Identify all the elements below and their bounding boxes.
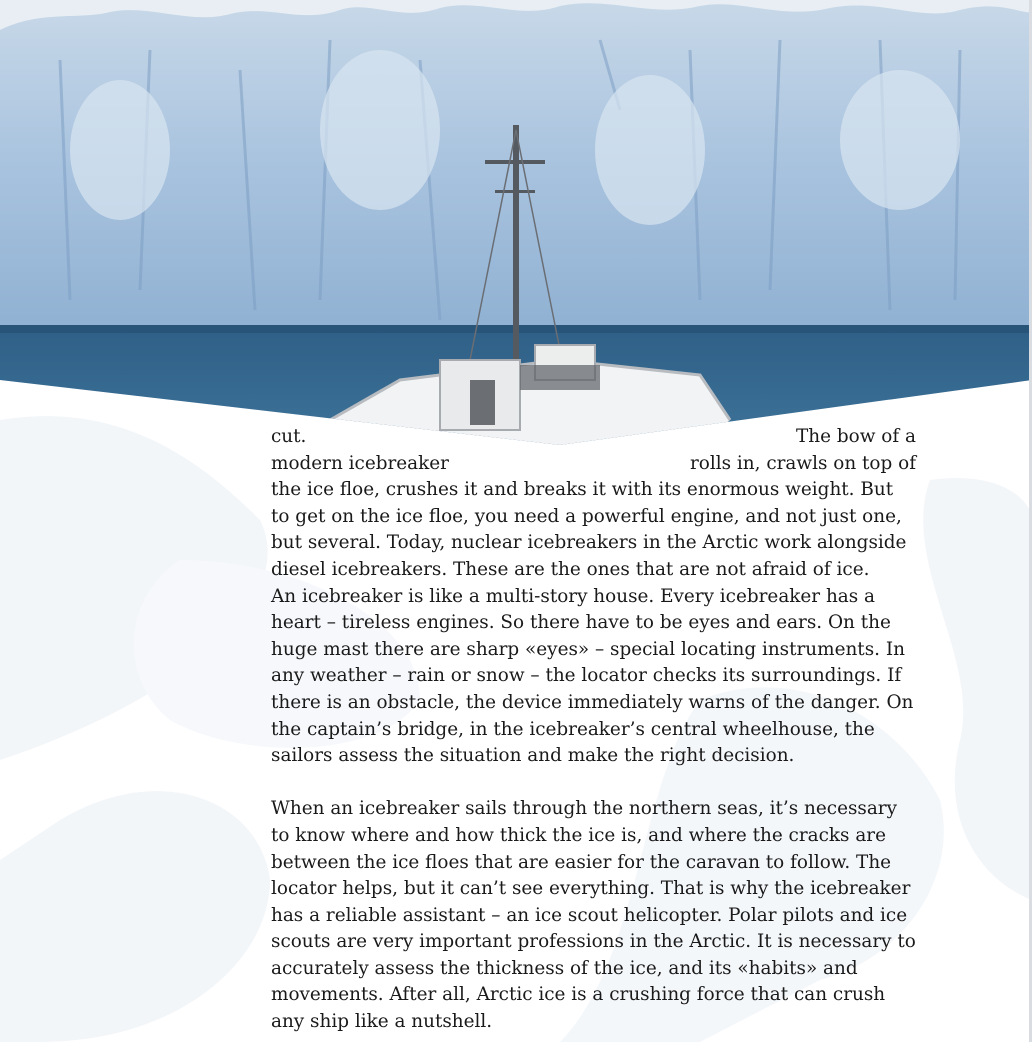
text-fragment: rolls in, crawls on top of: [689, 452, 916, 474]
text-line: [271, 424, 916, 451]
text-fragment: The bow of a: [796, 426, 916, 447]
text-fragment: modern icebreaker: [271, 452, 449, 474]
text-line: [271, 451, 916, 478]
glacier-ship-photo-icon: [0, 0, 1032, 445]
hero-image: [0, 0, 1032, 445]
paragraph: When an icebreaker sails through the northern seas, it’s necessary to know where and how thick the ice is, and where the cracks are between the ice floes that are easier for the caravan to follow. The locator helps, but it can’t see everything. That is why the icebreaker has a reliable assistant – an ice scout helicopter. Polar pilots and ice scouts are very important professions in the Arctic. It is necessary to accurately assess the thickness of the ice, and its «habits» and movements. After all, Arctic ice is a crushing force that can crush any ship like a nutshell.: [271, 798, 916, 1033]
text-fragment: cut.: [271, 426, 307, 447]
paragraph: the ice floe, crushes it and breaks it with its enormous weight. But to get on the ice floe, you need a powerful engine, and not just one, but several. Today, nuclear icebreakers in the Arctic work alongside diesel icebreakers. These are the ones that are not afraid of ice.: [271, 479, 907, 580]
paragraph: An icebreaker is like a multi-story house. Every icebreaker has a heart – tireless engines. So there have to be eyes and ears. On the huge mast there are sharp «eyes» – special locating instruments. In any weather – rain or snow – the locator checks its surroundings. If there is an obstacle, the device immediately warns of the danger. On the captain’s bridge, in the icebreaker’s central wheelhouse, the sailors assess the situation and make the right decision.: [271, 585, 914, 767]
article-body: [271, 424, 916, 1036]
